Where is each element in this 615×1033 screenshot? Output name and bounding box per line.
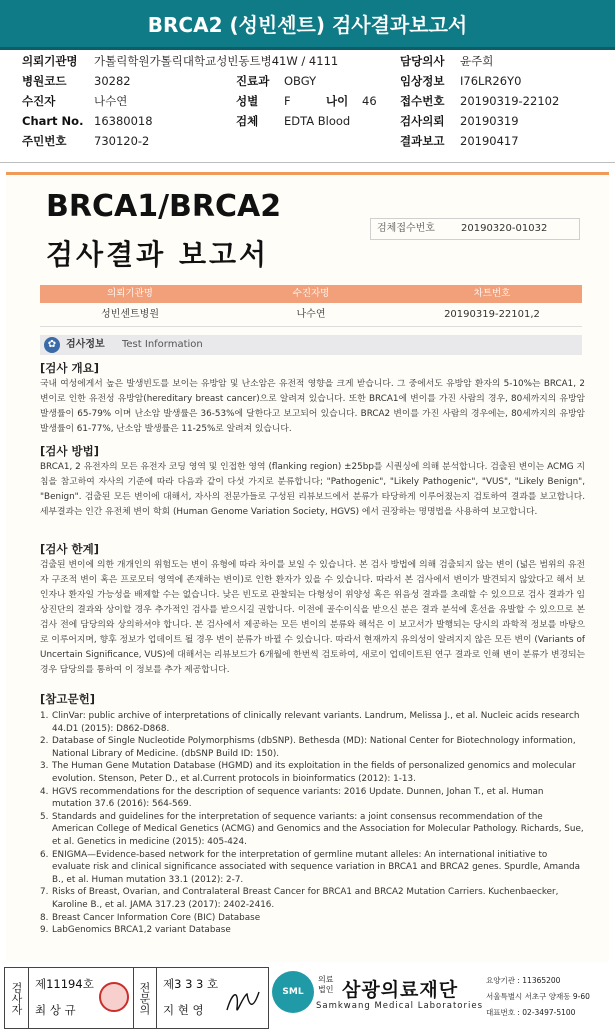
lab-logo-icon: SML [272,971,314,1013]
receiver-value: 나수연 [94,94,128,108]
report-title-korean: 검사결과 보고서 [46,238,270,271]
dept-label: 진료과 [236,74,270,88]
col-header-institution: 의뢰기관명 [107,288,153,299]
receipt-value: 20190320-01032 [461,223,548,234]
dept-value: OBGY [284,74,317,88]
lab-name-english: Samkwang Medical Laboratories [316,1001,484,1011]
list-item: 6. ENIGMA—Evidence-based network for the interpretation of germline mutant alleles: An international initiative to evaluate risk and clinical significance associated with sequence variation in BRCA1 and BRCA2 genes. Spurdle, Amanda B., et al. Human mutation 33.1 (2012): 2-7. [40,849,580,885]
seal-stamp-icon [99,982,129,1012]
limitation-heading: [검사 한계] [40,542,99,556]
institution-label: 의뢰기관명 [22,54,78,68]
age-value: 46 [362,94,377,108]
doctor-tag: 전문의 [133,968,157,1028]
rrn-value: 730120-2 [94,134,150,148]
hospital-code-value: 30282 [94,74,131,88]
clinical-label: 임상정보 [400,74,445,88]
cell-patient: 나수연 [296,309,326,320]
receipt-no-label: 접수번호 [400,94,445,108]
lab-type: 의료법인 [318,975,334,994]
table-row [40,303,582,327]
overview-text: 국내 여성에게서 높은 발생빈도를 보이는 유방암 및 난소암은 유전적 영향을 크게 받습니다. 그 중에서도 유방암 환자의 5-10%는 BRCA1, 2 변이로 인한 유전성 유방암(hereditary breast cancer)으로 알려져 있습니다. 또한 BRCA1에 변이를 가진 사람의 경우, 80세까지의 유방암 발생률이 65-79% 이며 난소암 발생률은 36-53%에 달한다고 보고되어 있습니다. BRCA2 변이를 가진 사람의 경우에는, 80세까지의 유방암 발생률이 61-77%, 난소암 발생률은 11-25%로 알려져 있습니다. [40,379,585,434]
method-heading: [검사 방법] [40,444,99,458]
request-label: 검사의뢰 [400,114,445,128]
lab-address: 서울특별시 서초구 양재동 9-60 [486,992,590,1001]
doctor-name: 지 현 영 [163,1003,204,1017]
list-item: 1. ClinVar: public archive of interpretations of clinically relevant variants. Landrum, Melissa J., et al. Nucleic acids research 44.D1 (2015): D862-D868. [40,711,580,734]
test-info-section-header [40,335,582,355]
specimen-label: 검체 [236,114,259,128]
age-label: 나이 [326,94,349,108]
patient-info-grid [22,52,602,150]
sex-value: F [284,94,291,108]
receipt-no-value: 20190319-22102 [460,94,560,108]
limitation-text: 검출된 변이에 의한 개개인의 위험도는 변이 유형에 따라 차이를 보일 수 있습니다. 본 검사 방법에 의해 검출되지 않는 변이 (넓은 범위의 유전자 구조적 변이 혹은 프로모터 영역에 존재하는 변이)로 인한 환자가 있을 수 있습니다. 따라서 본 검사에서 변이가 발견되지 않았다고 해서 보인자나 환자일 가능성을 배제할 수는 없습니다. 낮은 빈도로 관찰되는 다형성이 위양성 혹은 위음성 결과를 초래할 수 있으므로 검사 결과가 임상진단의 결과와 상이할 경우 추가적인 검사를 받으시길 권합니다. 이전에 골수이식을 받으신 분은 결과 분석에 혼선을 유발할 수 있으므로 본 검사 전에 담당의와 상의하셔야 합니다. 본 검사에서 제공하는 모든 변이의 분류와 해석은 이 보고서가 발행되는 당시의 과학적 정보를 바탕으로 이루어지며, 향후 정보가 업데이트 될 경우 변이 분류가 바뀔 수 있습니다. 따라서 현재까지 유의성이 알려지지 않은 모든 변이 (Variants of Uncertain Significance, VUS)에 대해서는 리뷰보드가 6개월에 한번씩 검토하여, 새로이 업데이트된 연구 결과로 인해 변이 분류가 변경되는 경우 담당의를 통하여 이 정보를 추가 제공합니다. [40,560,585,675]
patient-table [40,285,582,329]
list-item: 4. HGVS recommendations for the description of sequence variants: 2016 Update. Dunnen, Johan T., et al. Human mutation 37.6 (2016): 564-569. [40,786,544,810]
scanned-report-page [6,172,609,962]
cell-institution: 성빈센트병원 [101,309,159,320]
report-date-value: 20190417 [460,134,519,148]
references-heading: [참고문헌] [40,692,95,706]
lab-phone: 대표번호 : 02-3497-5100 [486,1008,576,1017]
tester-license: 제11194호 [35,977,94,991]
specimen-receipt-box [370,218,580,240]
sex-label: 성별 [236,94,259,108]
list-item: 7. Risks of Breast, Ovarian, and Contralateral Breast Cancer for BRCA1 and BRCA2 Mutation Carriers. Kuchenbaecker, Karoline B., et al. JAMA 317.23 (2017): 2402-2416. [40,887,559,910]
method-text: BRCA1, 2 유전자의 모든 유전자 코딩 영역 및 인접한 영역 (flanking region) ±25bp를 시퀀싱에 의해 분석합니다. 검출된 변이는 ACMG 지침을 참고하여 자사의 기준에 따라 다음과 같이 다섯 가지로 분류합니다; "Pathogenic", "Likely Pathogenic", "VUS", "Likely Benign", "Benign". 검출된 모든 변이에 대해서, 자사의 전문가들로 구성된 리뷰보드에서 분류가 타당하게 이루어졌는지 검토하여 결과를 보고합니다. 세부결과는 인간 유전체 변이 학회 (Human Genome Variation Society, HGVS) 에서 권장하는 명명법을 사용하여 보고합니다. [40,462,585,517]
institution-value: 가톨릭학원가톨릭대학교성빈동트병41W / 4111 [94,54,339,68]
request-value: 20190319 [460,114,519,128]
divider [0,162,615,163]
chart-label: Chart No. [22,114,84,128]
rrn-label: 주민번호 [22,134,67,148]
doctor-license: 제3 3 3 호 [163,977,219,991]
report-date-label: 결과보고 [400,134,445,148]
section-title-korean: 검사정보 [66,339,105,350]
report-footer [0,965,615,1033]
ribbon-icon: ✿ [44,337,60,353]
receipt-label: 검체접수번호 [377,223,435,234]
receiver-label: 수진자 [22,94,56,108]
lab-institution-code: 요양기관 : 11365200 [486,976,561,985]
list-item: 3. The Human Gene Mutation Database (HGMD) and its exploitation in the fields of personalized genomics and molecular evolution. Stenson, Peter D., et al.Current protocols in bioinformatics (2012): 1-13. [40,761,576,784]
doctor-value: 윤주희 [460,54,494,68]
report-header-title: BRCA2 (성빈센트) 검사결과보고서 [0,0,615,50]
cell-chart: 20190319-22101,2 [444,309,540,320]
clinical-value: I76LR26Y0 [460,74,522,88]
chart-value: 16380018 [94,114,153,128]
report-title-genes: BRCA1/BRCA2 [46,189,282,224]
tester-tag: 검사자 [5,968,29,1028]
list-item: 9. LabGenomics BRCA1,2 variant Database [40,925,231,936]
reference-list [40,710,585,937]
col-header-patient: 수진자명 [292,288,330,299]
list-item: 8. Breast Cancer Information Core (BIC) Database [40,912,261,923]
col-header-chart: 차트번호 [473,288,511,299]
doctor-label: 담당의사 [400,54,445,68]
specimen-value: EDTA Blood [284,114,351,128]
lab-name: 삼광의료재단 [342,979,459,1001]
handwritten-signature-icon [223,984,263,1020]
signature-box [4,967,269,1029]
tester-name: 최 상 규 [35,1003,76,1017]
patient-table-header [40,285,582,303]
list-item: 5. Standards and guidelines for the interpretation of sequence variants: a joint consensus recommendation of the American College of Medical Genetics (ACMG) and Genomics and the Association for Molecular Pathology. Richards, Sue, et al. Genetics in medicine (2015): 405-424. [40,811,584,847]
section-title-english: Test Information [122,339,203,350]
hospital-code-label: 병원코드 [22,74,67,88]
list-item: 2. Database of Single Nucleotide Polymorphisms (dbSNP). Bethesda (MD): National Center for Biotechnology information, National Library of Medicine. (dbSNP Build ID: 150). [40,736,576,759]
overview-heading: [검사 개요] [40,361,99,375]
